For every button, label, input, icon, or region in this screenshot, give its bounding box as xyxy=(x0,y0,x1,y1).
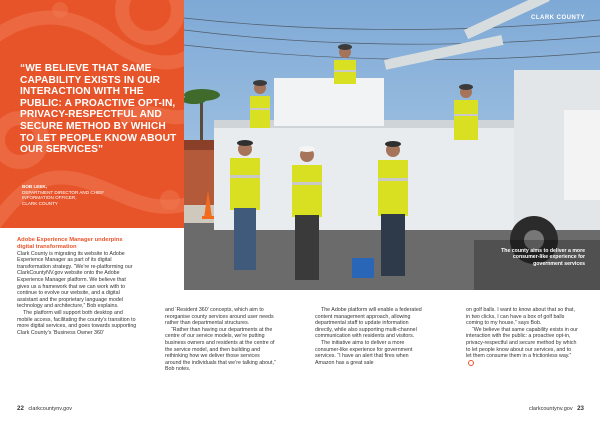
quote-author-role-line2: INFORMATION OFFICER, xyxy=(22,195,77,201)
page-number-right: 23 xyxy=(577,405,584,412)
crew-photo xyxy=(184,0,600,290)
footer-right xyxy=(529,405,584,412)
article-column-3 xyxy=(315,307,423,366)
closing-paragraph-text: “We believe that same capability exists in our interaction with the public: a proactive opt-in, privacy-respectful and secure method by which to let people know about our services, and to let them consume them in a frictionless way.” xyxy=(466,326,578,360)
article-paragraph: Clark County is migrating its website to Adobe Experience Manager as part of its digital transformation strategy. “We’re re-platforming our ClarkCountyNV.gov website onto the Adobe Experience Manager platform. We believe that gives us a framework that we can work with to continue to evolve our website, and a digital assistant and the proprietary language model technology and architecture,” Bob explains. xyxy=(17,250,133,310)
pull-quote-text: “WE BELIEVE THAT SAME CAPABILITY EXISTS IN OUR INTERACTION WITH THE PUBLIC: A PROACTIVE OPT-IN, PRIVACY-RESPECTFUL AND SECURE METHOD BY WHICH TO LET PEOPLE KNOW ABOUT OUR SERVICES” xyxy=(20,63,177,156)
article-paragraph: on golf balls. I want to know about that so that, in two clicks, I can have a box of golf balls coming to my house,” says Bob. xyxy=(466,307,575,327)
article-subheading: Adobe Experience Manager underpins digital transformation xyxy=(17,237,123,250)
page-number-left: 22 xyxy=(17,405,24,412)
quote-author-role-line3: CLARK COUNTY xyxy=(22,200,58,206)
footer-website-left[interactable]: clarkcountynv.gov xyxy=(28,406,73,412)
pull-quote-panel xyxy=(0,0,184,228)
article-paragraph-final xyxy=(466,327,578,367)
article-paragraph: The initiative aims to deliver a more consumer-like experience for government services. “I have an alert that fires when Amazon has a great sale xyxy=(315,339,413,366)
article-paragraph: The Adobe platform will enable a federated content management approach, allowing departmental staff to update information directly, while also supporting multi-channel communication with residents and visitors. xyxy=(315,307,422,340)
article-paragraph: and ‘Resident 360’ concepts, which aim to reorganise county services around user needs rather than departmental structures. xyxy=(165,307,274,327)
quote-author-role-line1: DEPARTMENT DIRECTOR AND CHIEF xyxy=(22,189,105,195)
article-paragraph: The platform will support both desktop and mobile access, facilitating the county’s transition to more digital services, and goes towards supporting Clark County’s ‘Business Owner 360’ xyxy=(17,309,137,336)
article-column-2 xyxy=(165,307,277,373)
photo-caption: The county aims to deliver a more consumer-like experience for government services xyxy=(501,248,585,267)
article-paragraph: “Rather than having our departments at the centre of our service models, we’re putting business owners and residents at the centre of the service model, and then building and rethinking how we deliver those services around the individuals that we’re talking about,” Bob notes. xyxy=(165,326,276,373)
end-of-article-icon xyxy=(468,360,474,366)
section-label: CLARK COUNTY xyxy=(531,15,585,21)
article-column-4 xyxy=(466,307,578,367)
article-column-1 xyxy=(17,237,137,336)
quote-author-name: BOB LEEK, xyxy=(22,184,48,189)
crew-photo-illustration xyxy=(184,0,600,290)
footer-left xyxy=(17,405,72,412)
pull-quote-attribution xyxy=(22,184,172,206)
footer-website-right[interactable]: clarkcountynv.gov xyxy=(528,406,573,412)
